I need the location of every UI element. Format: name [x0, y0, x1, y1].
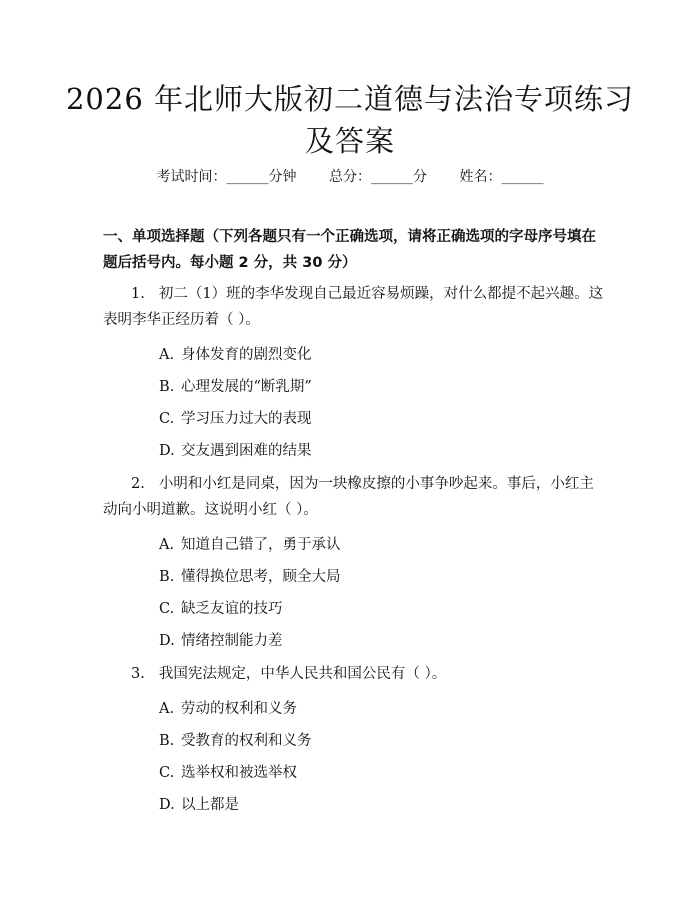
option-list	[103, 529, 604, 657]
option-letter: C.	[159, 601, 175, 617]
question-number: 2.	[131, 476, 145, 492]
option-list	[103, 339, 604, 467]
option-letter: D.	[159, 443, 175, 459]
option-text: 懂得换位思考，顾全大局	[181, 569, 341, 585]
option-letter: B.	[159, 733, 175, 749]
option-text: 受教育的权利和义务	[181, 733, 312, 749]
exam-time-field: 考试时间：______分钟	[156, 169, 297, 185]
question-text: 我国宪法规定，中华人民共和国公民有（ ）。	[158, 666, 447, 682]
option-text: 情绪控制能力差	[181, 633, 283, 649]
option-letter: A.	[159, 537, 175, 553]
question-item	[103, 281, 604, 467]
option-text: 劳动的权利和义务	[181, 701, 297, 717]
option-letter: B.	[159, 569, 175, 585]
total-score-field: 总分：______分	[329, 169, 427, 185]
question-number: 1.	[131, 286, 145, 302]
option-item	[103, 435, 604, 467]
option-text: 心理发展的“断乳期”	[181, 379, 312, 395]
question-stem	[103, 281, 604, 333]
option-letter: D.	[159, 797, 175, 813]
option-text: 身体发育的剧烈变化	[181, 347, 312, 363]
option-item	[103, 403, 604, 435]
option-letter: A.	[159, 347, 175, 363]
student-name-field: 姓名：______	[459, 169, 544, 185]
question-number: 3.	[131, 666, 145, 682]
option-list	[103, 693, 604, 821]
option-text: 缺乏友谊的技巧	[181, 601, 283, 617]
option-letter: D.	[159, 633, 175, 649]
option-item	[103, 593, 604, 625]
option-text: 学习压力过大的表现	[181, 411, 312, 427]
document-title: 2026 年北师大版初二道德与法治专项练习及答案	[65, 82, 635, 158]
question-text: 初二（1）班的李华发现自己最近容易烦躁，对什么都提不起兴趣。这表明李华正经历着（ ）。	[103, 286, 604, 328]
option-letter: C.	[159, 411, 175, 427]
option-text: 以上都是	[181, 797, 239, 813]
question-item	[103, 471, 604, 657]
option-item	[103, 789, 604, 821]
option-text: 选举权和被选举权	[181, 765, 297, 781]
option-item	[103, 725, 604, 757]
option-letter: A.	[159, 701, 175, 717]
option-item	[103, 529, 604, 561]
section-heading: 一、单项选择题（下列各题只有一个正确选项，请将正确选项的字母序号填在题后括号内。每小题 2 分，共 30 分）	[103, 229, 596, 271]
option-letter: B.	[159, 379, 175, 395]
option-text: 交友遇到困难的结果	[181, 443, 312, 459]
question-list	[103, 281, 604, 823]
option-item	[103, 757, 604, 789]
question-stem	[103, 471, 604, 523]
option-text: 知道自己错了，勇于承认	[181, 537, 341, 553]
option-letter: C.	[159, 765, 175, 781]
option-item	[103, 693, 604, 725]
question-item	[103, 661, 604, 821]
exam-meta-line	[0, 165, 700, 189]
option-item	[103, 625, 604, 657]
option-item	[103, 561, 604, 593]
option-item	[103, 339, 604, 371]
question-text: 小明和小红是同桌，因为一块橡皮擦的小事争吵起来。事后，小红主动向小明道歉。这说明小红（ ）。	[103, 476, 594, 518]
option-item	[103, 371, 604, 403]
question-stem	[103, 661, 604, 687]
